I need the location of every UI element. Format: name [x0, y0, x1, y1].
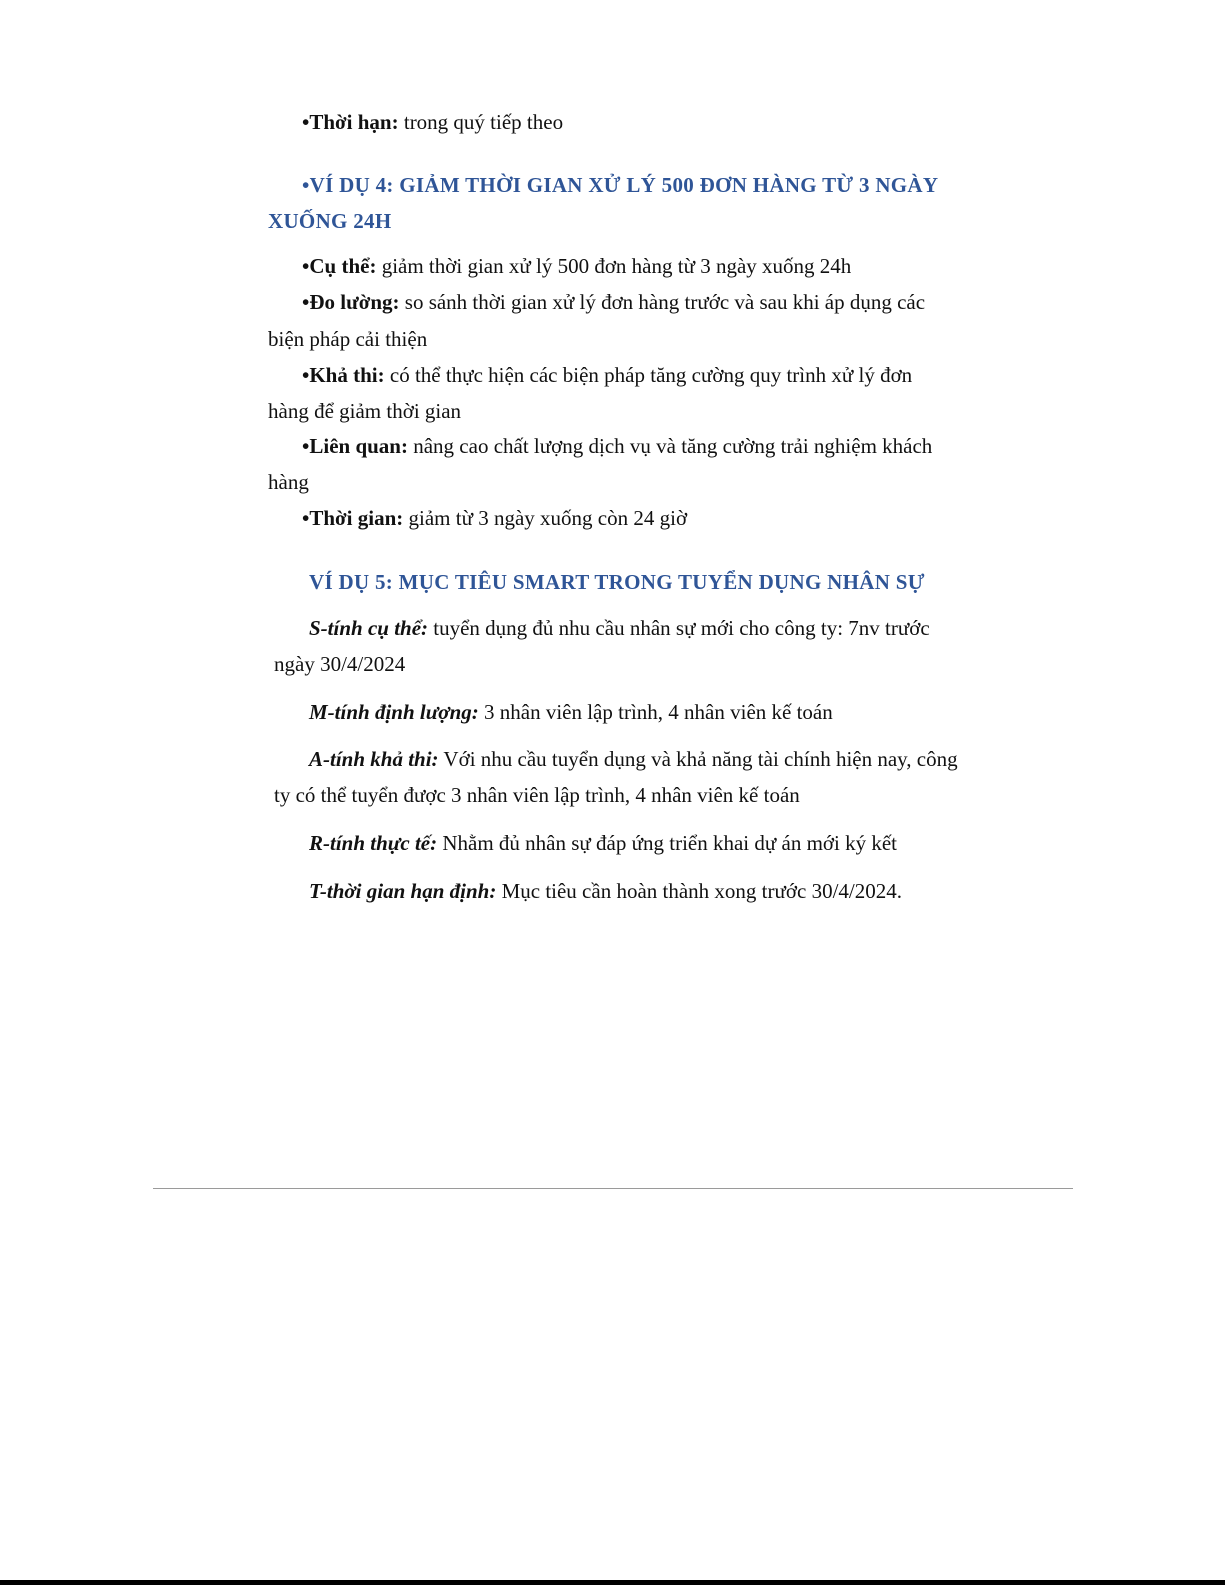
ex5-r-label: R-tính thực tế: — [309, 831, 438, 855]
ex4-measure-label: •Đo lường: — [302, 290, 400, 314]
ex5-a-item — [309, 747, 958, 771]
ex4-measure-text: so sánh thời gian xử lý đơn hàng trước và sau khi áp dụng các — [399, 290, 926, 314]
ex4-relevant-text: nâng cao chất lượng dịch vụ và tăng cường trải nghiệm khách — [407, 434, 933, 458]
example4-heading-line1: •VÍ DỤ 4: GIẢM THỜI GIAN XỬ LÝ 500 ĐƠN HÀNG TỪ 3 NGÀY — [302, 173, 939, 197]
ex4-specific-text: giảm thời gian xử lý 500 đơn hàng từ 3 ngày xuống 24h — [376, 254, 852, 278]
ex5-a-label: A-tính khả thi: — [309, 747, 439, 771]
ex5-m-text: 3 nhân viên lập trình, 4 nhân viên kế toán — [478, 700, 833, 724]
ex4-feasible-item — [302, 363, 912, 387]
ex5-r-item — [309, 831, 897, 855]
ex4-feasible-label: •Khả thi: — [302, 363, 385, 387]
deadline-label: •Thời hạn: — [302, 110, 399, 134]
ex4-relevant-label: •Liên quan: — [302, 434, 408, 458]
ex5-t-text: Mục tiêu cần hoàn thành xong trước 30/4/2024. — [496, 879, 902, 903]
ex5-t-label: T-thời gian hạn định: — [309, 879, 497, 903]
ex5-r-text: Nhằm đủ nhân sự đáp ứng triển khai dự án mới ký kết — [437, 831, 898, 855]
ex4-measure-item — [302, 290, 925, 314]
ex5-s-cont: ngày 30/4/2024 — [274, 652, 406, 676]
ex4-relevant-cont: hàng — [268, 470, 309, 494]
ex4-specific-label: •Cụ thể: — [302, 254, 377, 278]
ex5-a-cont: ty có thể tuyển được 3 nhân viên lập trình, 4 nhân viên kế toán — [274, 783, 800, 807]
deadline-item — [302, 110, 563, 134]
example4-heading-line2: XUỐNG 24H — [268, 209, 392, 233]
ex4-time-item — [302, 506, 687, 530]
bottom-edge-bar — [0, 1580, 1225, 1585]
ex5-m-label: M-tính định lượng: — [309, 700, 479, 724]
page-divider — [153, 1188, 1073, 1189]
ex4-specific-item — [302, 254, 851, 278]
ex4-feasible-text: có thể thực hiện các biện pháp tăng cường quy trình xử lý đơn — [384, 363, 913, 387]
ex4-relevant-item — [302, 434, 932, 458]
deadline-text: trong quý tiếp theo — [398, 110, 564, 134]
ex4-measure-cont: biện pháp cải thiện — [268, 327, 428, 351]
ex4-feasible-cont: hàng để giảm thời gian — [268, 399, 462, 423]
ex5-t-item — [309, 879, 902, 903]
example5-heading: VÍ DỤ 5: MỤC TIÊU SMART TRONG TUYỂN DỤNG NHÂN SỰ — [309, 570, 925, 594]
ex5-s-item — [309, 616, 930, 640]
ex4-time-label: •Thời gian: — [302, 506, 404, 530]
ex5-a-text: Với nhu cầu tuyển dụng và khả năng tài chính hiện nay, công — [438, 747, 958, 771]
ex5-s-text: tuyển dụng đủ nhu cầu nhân sự mới cho công ty: 7nv trước — [428, 616, 930, 640]
ex4-time-text: giảm từ 3 ngày xuống còn 24 giờ — [403, 506, 688, 530]
ex5-m-item — [309, 700, 833, 724]
ex5-s-label: S-tính cụ thể: — [309, 616, 429, 640]
